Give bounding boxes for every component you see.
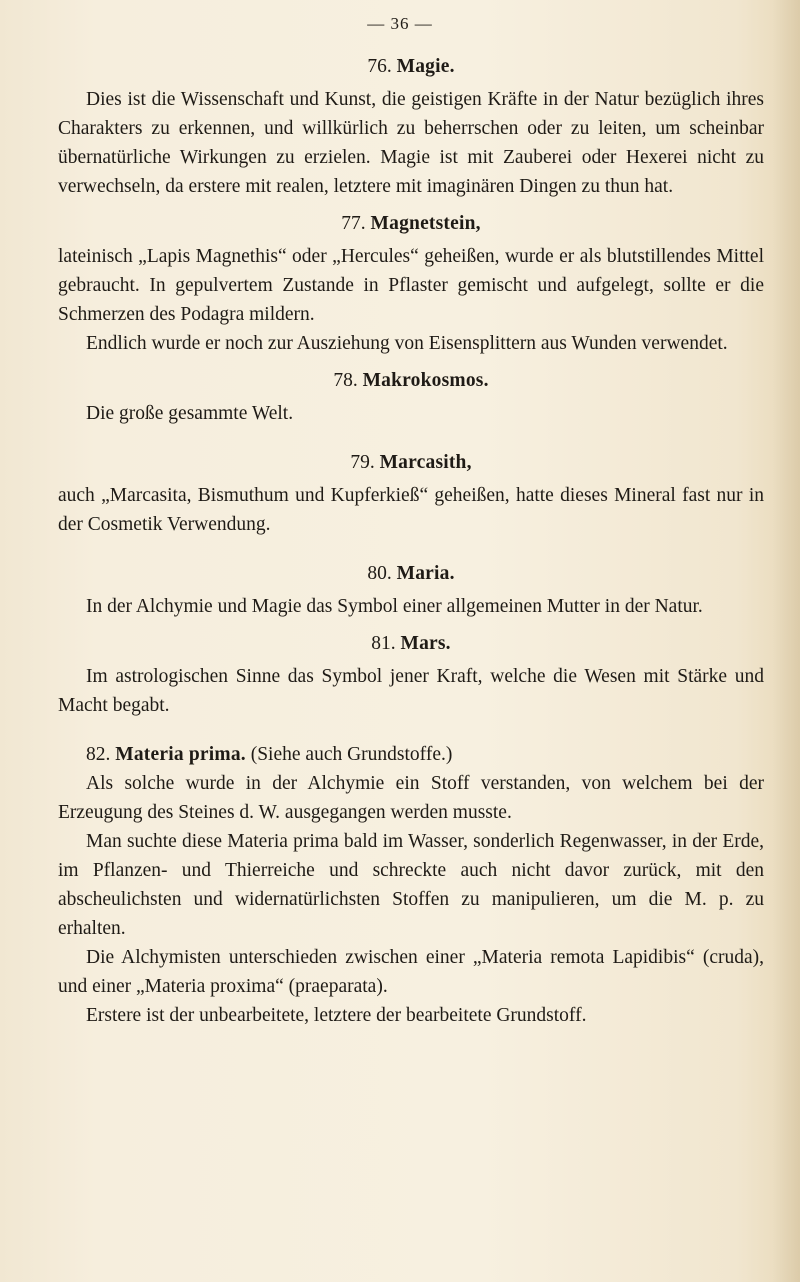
entry-paragraph: auch „Marcasita, Bismuthum und Kupferkieß“ geheißen, hatte dieses Mineral fast nur in der Cosmetik Verwendung. <box>58 485 764 535</box>
entry-heading <box>58 448 764 477</box>
entry-maria <box>58 559 764 621</box>
entry-keyword: Materia prima. <box>115 744 246 765</box>
entry-paragraph: Erstere ist der unbearbeitete, letztere der bearbeitete Grundstoff. <box>86 1005 587 1026</box>
entry-number: 81. <box>371 633 396 654</box>
entry-number: 77. <box>341 213 366 234</box>
entry-heading <box>58 52 764 81</box>
entry-materia-prima <box>58 740 764 1030</box>
entry-magie <box>58 52 764 201</box>
entry-paragraph: Dies ist die Wissenschaft und Kunst, die geistigen Kräfte in der Natur bezüglich ihres Charakters zu erkennen, und willkürlich zu beherrschen oder zu leiten, um scheinbar übernatürliche Wirkungen zu erzielen. Magie ist mit Zauberei oder Hexerei nicht zu verwechseln, da erstere mit realen, letztere mit imaginären Dingen zu thun hat. <box>58 89 764 197</box>
entry-number: 80. <box>367 563 392 584</box>
entry-magnetstein <box>58 209 764 358</box>
entry-mars <box>58 629 764 720</box>
entry-makrokosmos <box>58 366 764 428</box>
entry-number: 78. <box>333 370 358 391</box>
entry-heading <box>58 629 764 658</box>
entry-paragraph: In der Alchymie und Magie das Symbol einer allgemeinen Mutter in der Natur. <box>86 596 703 617</box>
entry-paragraph: Die große gesammte Welt. <box>86 403 294 424</box>
entry-heading-inline <box>58 740 764 769</box>
entry-heading <box>58 209 764 238</box>
entry-paragraph: Als solche wurde in der Alchymie ein Stoff verstanden, von welchem bei der Erzeugung des Steines d. W. ausgegangen werden musste. <box>58 773 764 823</box>
entry-keyword: Magie. <box>396 56 455 77</box>
entry-marcasith <box>58 448 764 539</box>
entry-keyword: Makrokosmos. <box>362 370 489 391</box>
entry-keyword: Marcasith, <box>379 452 472 473</box>
entry-paragraph: lateinisch „Lapis Magnethis“ oder „Hercules“ geheißen, wurde er als blutstillendes Mittel gebraucht. In gepulvertem Zustande in Pflaster gemischt und aufgelegt, sollte er die Schmerzen des Podagra mildern. <box>58 246 764 325</box>
page-number: — 36 — <box>367 14 433 33</box>
entry-keyword: Magnetstein, <box>370 213 481 234</box>
entry-heading <box>58 559 764 588</box>
entry-paragraph: Man suchte diese Materia prima bald im Wasser, sonderlich Regenwasser, in der Erde, im Pflanzen- und Thierreiche und schreckte auch nicht davor zurück, mit den abscheulichsten und widernatürlichsten Stoffen zu manipulieren, um die M. p. zu erhalten. <box>58 831 764 939</box>
entry-paragraph: Im astrologischen Sinne das Symbol jener Kraft, welche die Wesen mit Stärke und Macht begabt. <box>58 666 764 716</box>
entry-number: 76. <box>367 56 392 77</box>
entry-keyword: Mars. <box>400 633 451 654</box>
entry-heading <box>58 366 764 395</box>
entry-inline-text: (Siehe auch Grundstoffe.) <box>250 744 453 765</box>
entry-keyword: Maria. <box>396 563 455 584</box>
entry-paragraph: Die Alchymisten unterschieden zwischen einer „Materia remota Lapidibis“ (cruda), und einer „Materia proxima“ (praeparata). <box>58 947 764 997</box>
entry-number: 82. <box>86 744 111 765</box>
entry-paragraph: Endlich wurde er noch zur Ausziehung von Eisensplittern aus Wunden verwendet. <box>86 333 728 354</box>
entry-number: 79. <box>350 452 375 473</box>
